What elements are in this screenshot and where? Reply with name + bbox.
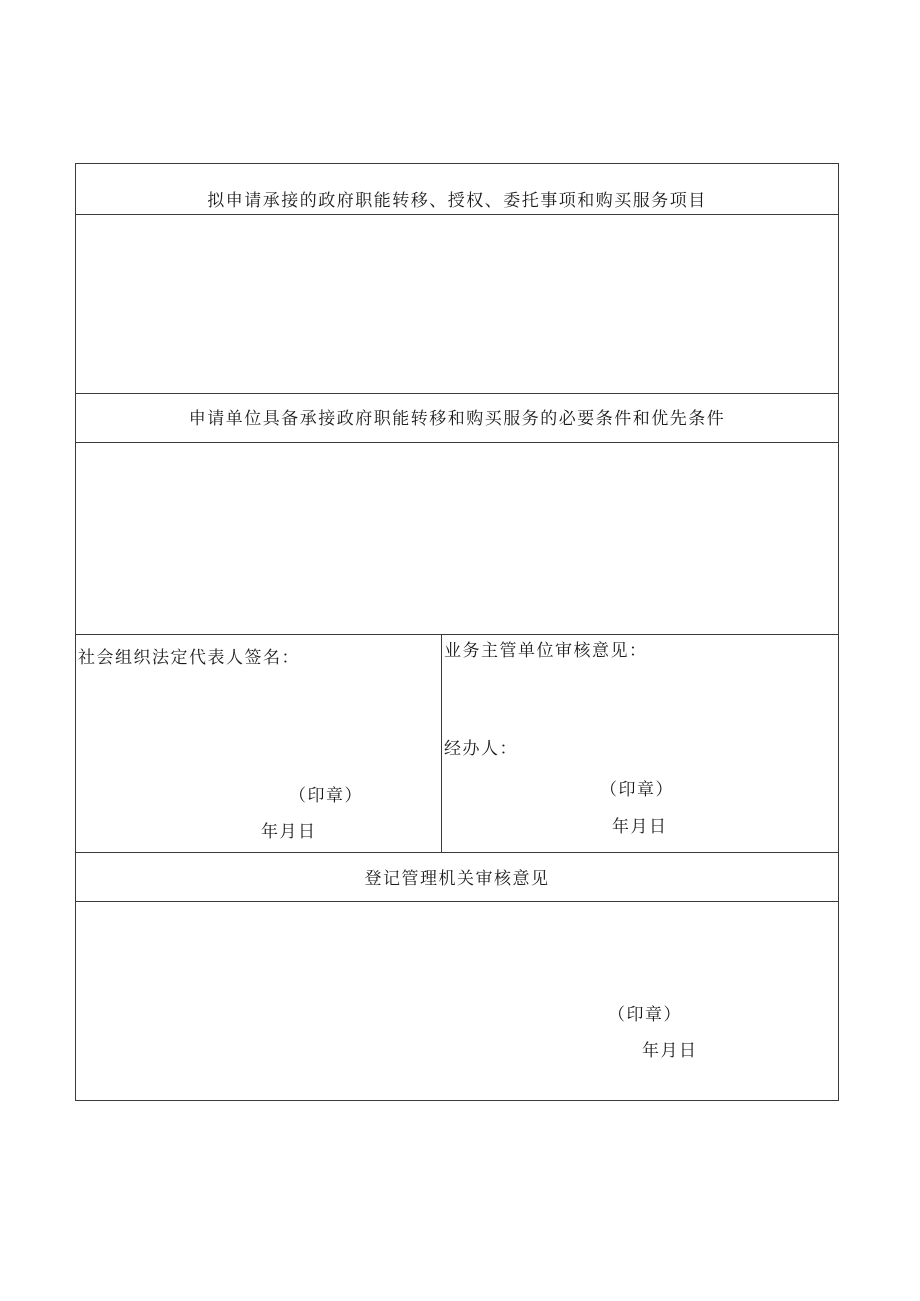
divider bbox=[76, 393, 838, 394]
section2-header: 申请单位具备承接政府职能转移和购买服务的必要条件和优先条件 bbox=[188, 409, 726, 429]
seal-label: （印章） bbox=[608, 1005, 682, 1025]
legal-representative-cell[interactable] bbox=[76, 635, 441, 852]
date-label: 年月日 bbox=[261, 822, 317, 842]
legal-representative-signature-label: 社会组织法定代表人签名： bbox=[78, 648, 300, 668]
registration-authority-review-area[interactable] bbox=[76, 902, 838, 1100]
handler-label: 经办人： bbox=[444, 739, 518, 759]
supervisor-review-label: 业务主管单位审核意见： bbox=[444, 641, 648, 661]
date-label: 年月日 bbox=[642, 1041, 698, 1061]
section1-content-area[interactable] bbox=[76, 215, 838, 393]
supervisor-review-cell[interactable] bbox=[442, 635, 839, 852]
date-label: 年月日 bbox=[612, 817, 668, 837]
section1-header: 拟申请承接的政府职能转移、授权、委托事项和购买服务项目 bbox=[207, 191, 707, 211]
section3-header: 登记管理机关审核意见 bbox=[364, 869, 550, 889]
divider bbox=[76, 852, 838, 853]
seal-label: （印章） bbox=[600, 780, 674, 800]
seal-label: （印章） bbox=[289, 786, 363, 806]
section2-content-area[interactable] bbox=[76, 443, 838, 634]
application-form-table bbox=[75, 163, 839, 1101]
